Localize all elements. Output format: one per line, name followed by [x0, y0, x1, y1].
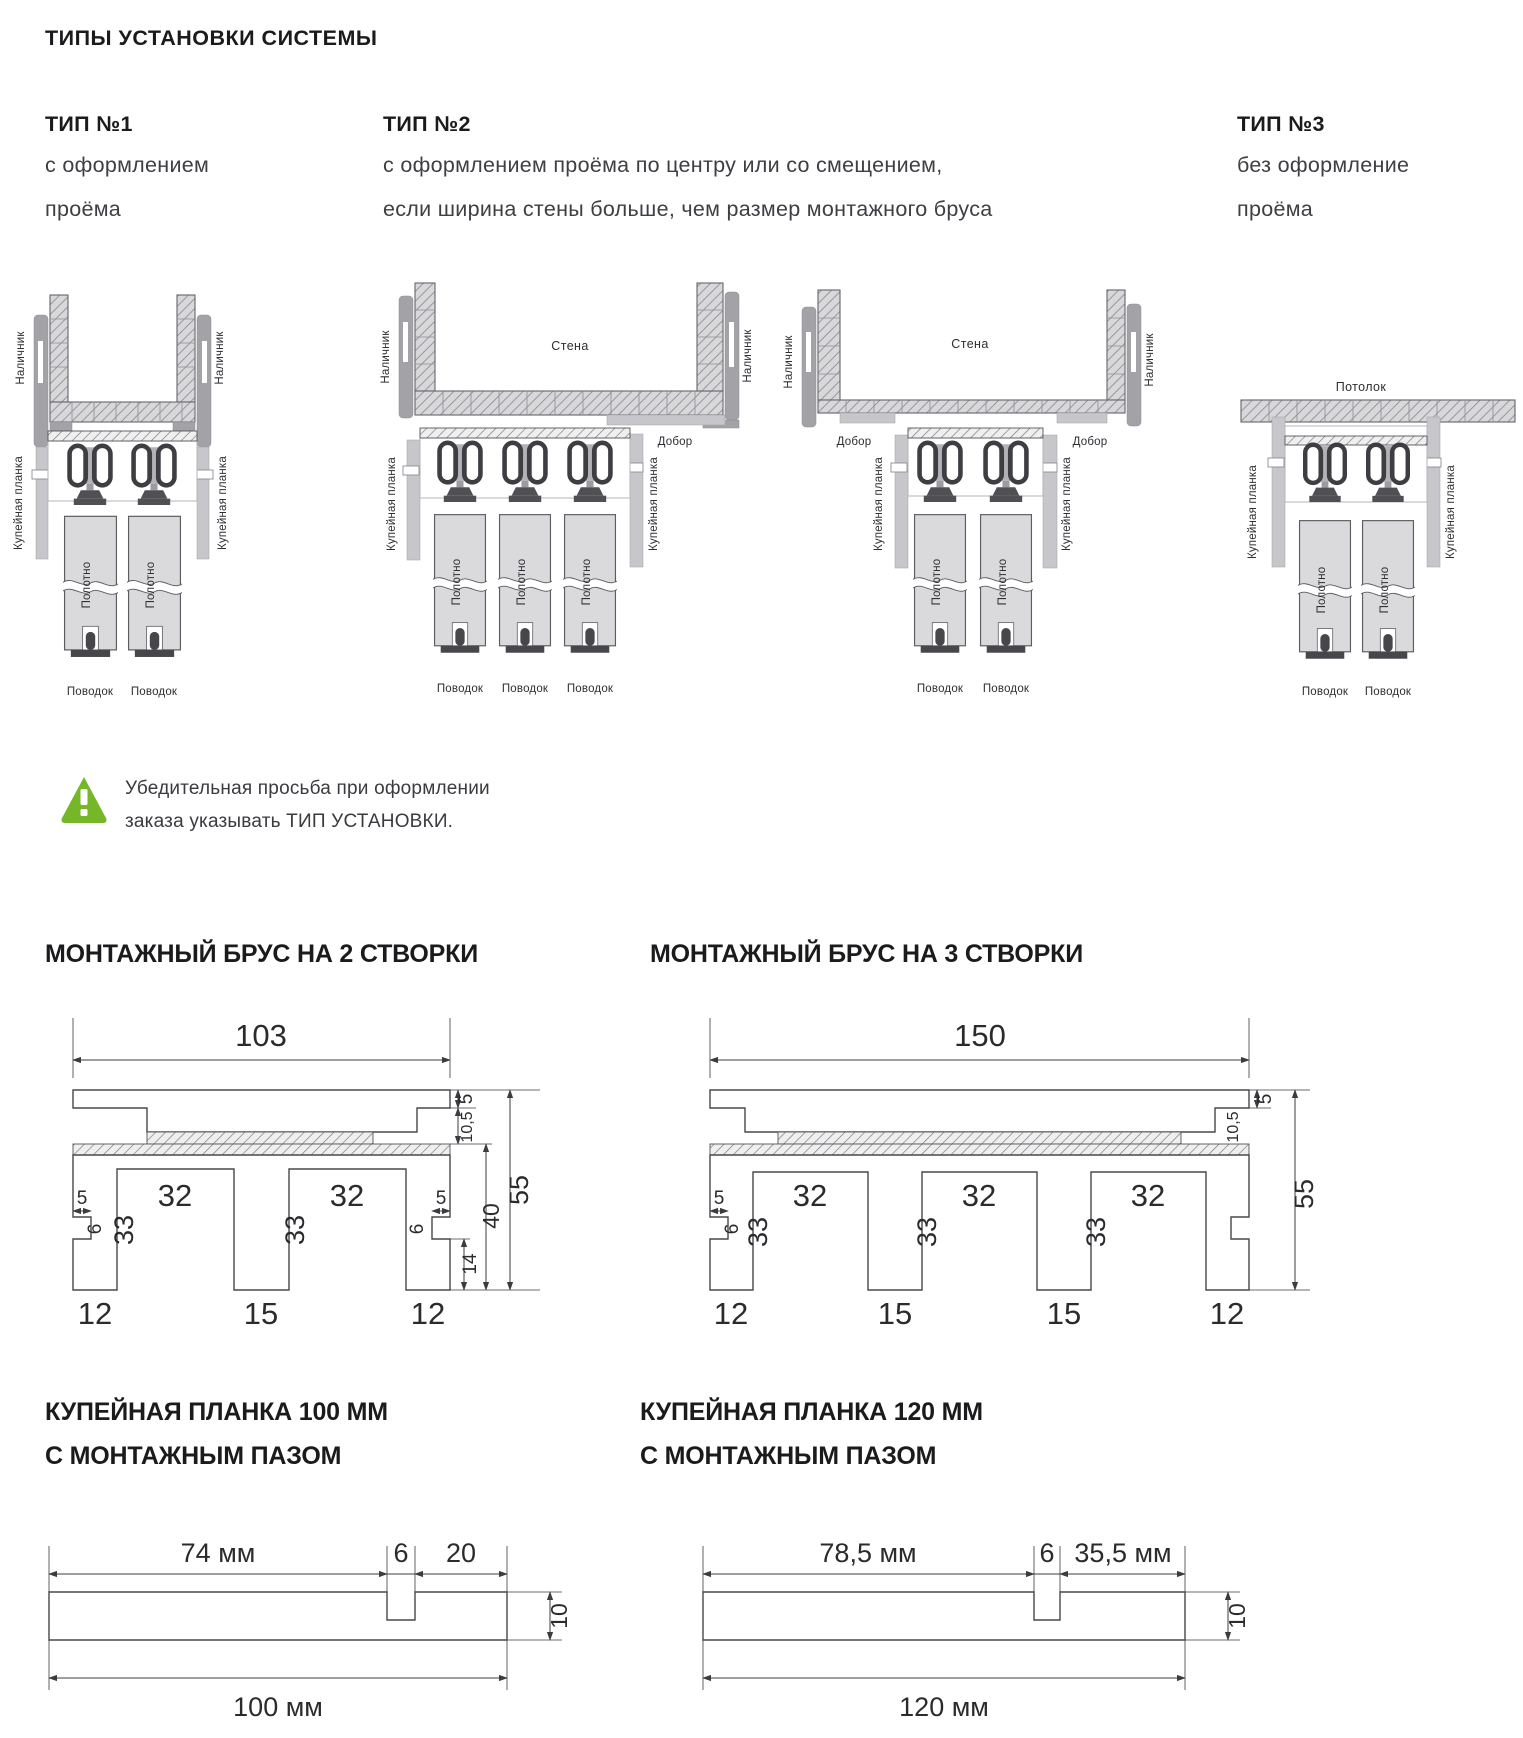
polotno-label: Полотно: [1316, 566, 1328, 614]
diagram-type3: [1233, 300, 1523, 720]
mounting-strip: [420, 428, 630, 438]
povodok-label: Поводок: [982, 683, 1030, 695]
dim-12: 12: [1209, 1296, 1245, 1331]
dobor-strips: [840, 413, 1107, 423]
dim-55: 55: [504, 1174, 534, 1206]
nalichnik-label: Наличник: [380, 330, 392, 384]
type1-label: ТИП №1: [45, 112, 133, 136]
dobor-label: Добор: [1072, 436, 1108, 448]
wall: [50, 295, 195, 422]
diagram-type2-offset: [345, 252, 755, 720]
potolok-label: Потолок: [1335, 380, 1387, 394]
warning-text-line2: заказа указывать ТИП УСТАНОВКИ.: [125, 811, 454, 832]
brus3-drawing: [650, 990, 1340, 1335]
dim-left: 78,5 мм: [819, 1538, 917, 1568]
dim-notch6: 6: [407, 1223, 428, 1235]
kupe-planka-label: Купейная планка: [217, 455, 229, 551]
dim-notch5: 5: [435, 1188, 447, 1209]
polotno-label: Полотно: [516, 558, 528, 606]
dim-total: 120 мм: [899, 1692, 989, 1722]
kupe-planka-label: Купейная планка: [1247, 464, 1259, 560]
planka100-title-line2: С МОНТАЖНЫМ ПАЗОМ: [45, 1442, 342, 1470]
kupe-planka-label: Купейная планка: [386, 456, 398, 552]
dim-32: 32: [1130, 1178, 1166, 1213]
hatched-insert: [147, 1132, 373, 1144]
brus2-title: МОНТАЖНЫЙ БРУС НА 2 СТВОРКИ: [45, 940, 478, 968]
beam-profile: [710, 1155, 1249, 1290]
mounting-strip: [48, 431, 197, 441]
brus3-title: МОНТАЖНЫЙ БРУС НА 3 СТВОРКИ: [650, 940, 1083, 968]
dim-40: 40: [478, 1203, 504, 1229]
dim-total: 100 мм: [233, 1692, 323, 1722]
dim-right: 35,5 мм: [1074, 1538, 1172, 1568]
povodok-label: Поводок: [1301, 686, 1349, 698]
diagram-type2-centered: [770, 252, 1170, 720]
dobor-strip: [607, 415, 725, 425]
povodok-label: Поводок: [130, 686, 178, 698]
planka-profile: [49, 1592, 507, 1640]
dim-12: 12: [410, 1296, 446, 1331]
polotno-label: Полотно: [1379, 566, 1391, 614]
dim-left: 74 мм: [180, 1538, 256, 1568]
dim-10-5: 10,5: [1225, 1111, 1242, 1143]
mounting-strip: [908, 428, 1043, 438]
type3-label: ТИП №3: [1237, 112, 1325, 136]
povodok-label: Поводок: [501, 683, 549, 695]
planka100-drawing: [40, 1490, 580, 1735]
kupe-planka-label: Купейная планка: [1061, 456, 1073, 552]
stena-label: Стена: [951, 337, 989, 351]
nalichnik-label: Наличник: [742, 329, 754, 383]
dim-notch5: 5: [76, 1188, 88, 1209]
planka100-title-line1: КУПЕЙНАЯ ПЛАНКА 100 ММ: [45, 1398, 388, 1426]
dim-notch6: 6: [722, 1223, 743, 1235]
dim-33: 33: [1081, 1216, 1111, 1248]
povodok-label: Поводок: [66, 686, 114, 698]
planka120-drawing: [640, 1490, 1280, 1735]
dim-33: 33: [280, 1214, 310, 1246]
dim-height: 10: [546, 1603, 572, 1629]
dim-55: 55: [1289, 1178, 1319, 1210]
type1-desc-line1: с оформлением: [45, 153, 210, 177]
povodok-label: Поводок: [436, 683, 484, 695]
dim-width: 103: [235, 1018, 287, 1053]
povodok-label: Поводок: [916, 683, 964, 695]
dim-notch5: 5: [713, 1188, 725, 1209]
nalichnik-label: Наличник: [15, 331, 27, 385]
dim-height: 10: [1224, 1603, 1250, 1629]
dim-14: 14: [460, 1253, 481, 1275]
dim-5: 5: [1255, 1093, 1276, 1105]
hatched-strip: [710, 1144, 1249, 1155]
nalichnik-label: Наличник: [783, 335, 795, 389]
type3-desc-line2: проёма: [1237, 197, 1314, 221]
polotno-label: Полотно: [145, 561, 157, 609]
dim-notch6: 6: [85, 1223, 106, 1235]
type2-desc-line2: если ширина стены больше, чем размер монтажного бруса: [383, 197, 993, 221]
dim-32: 32: [329, 1178, 365, 1213]
dim-33: 33: [743, 1216, 773, 1248]
planka120-title-line2: С МОНТАЖНЫМ ПАЗОМ: [640, 1442, 937, 1470]
planka-profile: [703, 1592, 1185, 1640]
kupe-planka-label: Купейная планка: [13, 455, 25, 551]
type2-label: ТИП №2: [383, 112, 471, 136]
dim-groove: 6: [1039, 1538, 1055, 1568]
brus2-drawing: [40, 990, 550, 1335]
kupe-planka-label: Купейная планка: [648, 456, 660, 552]
dim-15: 15: [877, 1296, 913, 1331]
page-title: ТИПЫ УСТАНОВКИ СИСТЕМЫ: [45, 26, 378, 50]
kupe-planka-label: Купейная планка: [873, 456, 885, 552]
dim-groove: 6: [393, 1538, 409, 1568]
polotno-label: Полотно: [451, 558, 463, 606]
nalichnik-label: Наличник: [1144, 333, 1156, 387]
type3-desc-line1: без оформление: [1237, 153, 1410, 177]
dobor-label: Добор: [657, 436, 693, 448]
hatched-strip: [73, 1144, 450, 1155]
hatched-insert: [778, 1132, 1181, 1144]
top-plate-profile: [73, 1090, 450, 1132]
dimensions: [73, 1018, 540, 1331]
polotno-label: Полотно: [581, 558, 593, 606]
dim-33: 33: [912, 1216, 942, 1248]
nalichnik-label: Наличник: [214, 331, 226, 385]
warning-text-line1: Убедительная просьба при оформлении: [125, 778, 490, 799]
dobor-label: Добор: [836, 436, 872, 448]
dim-32: 32: [157, 1178, 193, 1213]
dim-15: 15: [1046, 1296, 1082, 1331]
polotno-label: Полотно: [81, 561, 93, 609]
dim-12: 12: [77, 1296, 113, 1331]
dim-15: 15: [243, 1296, 279, 1331]
type2-desc-line1: с оформлением проёма по центру или со смещением,: [383, 153, 943, 177]
diagram-type1: [10, 255, 240, 720]
povodok-label: Поводок: [566, 683, 614, 695]
povodok-label: Поводок: [1364, 686, 1412, 698]
dim-12: 12: [713, 1296, 749, 1331]
wall: [818, 290, 1125, 413]
top-plate-profile: [710, 1090, 1249, 1132]
dim-33: 33: [109, 1214, 139, 1246]
stena-label: Стена: [551, 339, 589, 353]
dim-5: 5: [456, 1093, 477, 1105]
kupe-planka-label: Купейная планка: [1445, 464, 1457, 560]
dim-32: 32: [792, 1178, 828, 1213]
planka120-title-line1: КУПЕЙНАЯ ПЛАНКА 120 ММ: [640, 1398, 983, 1426]
mounting-strip: [1285, 436, 1427, 445]
type1-desc-line2: проёма: [45, 197, 122, 221]
dim-width: 150: [954, 1018, 1006, 1053]
polotno-label: Полотно: [997, 558, 1009, 606]
polotno-label: Полотно: [931, 558, 943, 606]
dim-32: 32: [961, 1178, 997, 1213]
dim-right: 20: [445, 1538, 477, 1568]
warning-icon: [58, 773, 110, 827]
dim-10-5: 10,5: [459, 1111, 476, 1143]
